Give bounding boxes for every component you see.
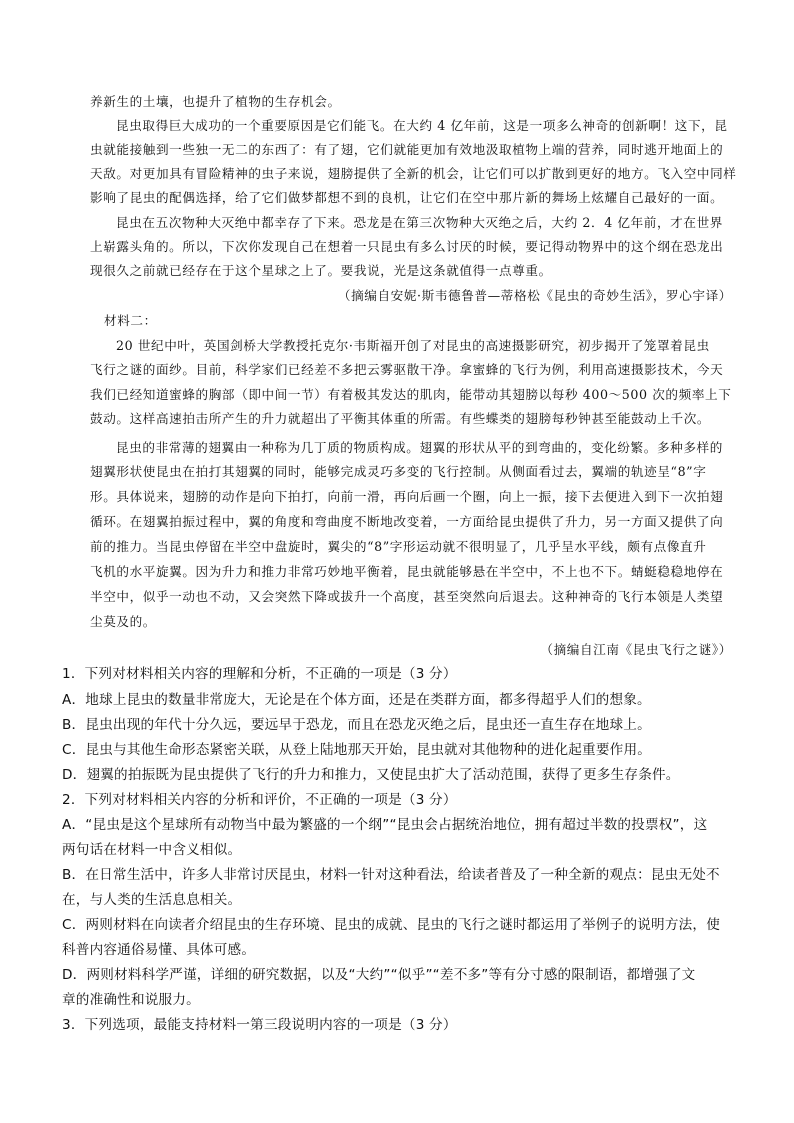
question-2-option-c[interactable]: C．两则材料在向读者介绍昆虫的生存环境、昆虫的成就、昆虫的飞行之谜时都运用了举例子的说明方法，使: [62, 917, 720, 933]
material2-line: 尘莫及的。: [90, 614, 156, 629]
material2-line: 半空中，似乎一动也不动，又会突然下降或拔升一个高度，甚至突然向后退去。这种神奇的飞行本领是人类望: [90, 589, 724, 604]
question-2-stem: 2．下列对材料相关内容的分析和评价，不正确的一项是（3 分）: [62, 792, 457, 808]
material2-line: 20 世纪中叶，英国剑桥大学教授托克尔·韦斯福开创了对昆虫的高速摄影研究，初步揭开了笼罩着昆虫: [116, 338, 710, 353]
material2-line: 前的推力。当昆虫停留在半空中盘旋时，翼尖的“8”字形运动就不很明显了，几乎呈水平线，颇有点像直升: [90, 539, 707, 554]
material1-source: （摘编自安妮·斯韦德鲁普—蒂格松《昆虫的奇妙生活》，罗心宇译）: [337, 288, 732, 303]
question-2-option-a-cont[interactable]: 两句话在材料一中含义相似。: [62, 842, 242, 858]
material1-line: 养新生的土壤，也提升了植物的生存机会。: [90, 94, 341, 109]
material2-line: 循环。在翅翼拍振过程中，翼的角度和弯曲度不断地改变着，一方面给昆虫提供了升力，另一方面又提供了向: [90, 514, 724, 529]
question-2-option-a[interactable]: A．“昆虫是这个星球所有动物当中最为繁盛的一个纲”“昆虫会占据统治地位，拥有超过半数的投票权”，这: [62, 817, 708, 833]
material2-line: 鼓动。这样高速拍击所产生的升力就超出了平衡其体重的所需。有些蝶类的翅膀每秒钟甚至能鼓动上千次。: [90, 411, 711, 426]
question-3-stem: 3．下列选项，最能支持材料一第三段说明内容的一项是（3 分）: [62, 1017, 457, 1033]
question-2-option-c-cont[interactable]: 科普内容通俗易懂、具体可感。: [62, 942, 256, 958]
question-2-option-b[interactable]: B．在日常生活中，许多人非常讨厌昆虫，材料一针对这种看法，给读者普及了一种全新的观点：昆虫无处不: [62, 867, 720, 883]
material2-line: 飞行之谜的面纱。目前，科学家们已经差不多把云雾驱散干净。拿蜜蜂的飞行为例，利用高速摄影技术，今天: [90, 362, 724, 377]
material2-line: 飞机的水平旋翼。因为升力和推力非常巧妙地平衡着，昆虫就能够悬在半空中，不上也不下。蜻蜓稳稳地停在: [90, 564, 724, 579]
material2-line: 昆虫的非常薄的翅翼由一种称为几丁质的物质构成。翅翼的形状从平的到弯曲的，变化纷繁。多种多样的: [116, 440, 723, 455]
question-2-option-d[interactable]: D．两则材料科学严谨，详细的研究数据，以及“大约”“似乎”“差不多”等有分寸感的限制语，都增强了文: [62, 967, 696, 983]
question-2-option-b-cont[interactable]: 在，与人类的生活息息相关。: [62, 892, 242, 908]
material1-line: 影响了昆虫的配偶选择，给了它们做梦都想不到的良机，让它们在空中那片新的舞场上炫耀自己最好的一面。: [90, 190, 724, 205]
material1-line: 现很久之前就已经存在于这个星球之上了。要我说，光是这条就值得一点尊重。: [90, 263, 552, 278]
material2-source: （摘编自江南《昆虫飞行之谜》）: [540, 642, 732, 657]
material2-line: 我们已经知道蜜蜂的胸部（即中间一节）有着极其发达的肌肉，能带动其翅膀以每秒 400～500 次的频率上下: [90, 387, 732, 402]
question-1-option-d[interactable]: D．翅翼的拍振既为昆虫提供了飞行的升力和推力，又使昆虫扩大了活动范围，获得了更多生存条件。: [62, 767, 680, 783]
question-1-option-a[interactable]: A．地球上昆虫的数量非常庞大，无论是在个体方面，还是在类群方面，都多得超乎人们的想象。: [62, 692, 651, 708]
question-1-stem: 1．下列对材料相关内容的理解和分析，不正确的一项是（3 分）: [62, 666, 457, 682]
material1-line: 昆虫取得巨大成功的一个重要原因是它们能飞。在大约 4 亿年前，这是一项多么神奇的创新啊！这下，昆: [116, 118, 728, 133]
material2-heading: 材料二：: [104, 313, 157, 328]
material1-line: 昆虫在五次物种大灭绝中都幸存了下来。恐龙是在第三次物种大灭绝之后，大约 2．4 亿年前，才在世界: [116, 215, 723, 230]
material1-line: 上崭露头角的。所以，下次你发现自己在想着一只昆虫有多么讨厌的时候，要记得动物界中的这个纲在恐龙出: [90, 239, 724, 254]
question-1-option-b[interactable]: B．昆虫出现的年代十分久远，要远早于恐龙，而且在恐龙灭绝之后，昆虫还一直生存在地球上。: [62, 717, 651, 733]
material1-line: 天敌。对更加具有冒险精神的虫子来说，翅膀提供了全新的机会，让它们可以扩散到更好的地方。飞入空中同样: [90, 166, 737, 181]
material2-line: 翅翼形状使昆虫在拍打其翅翼的同时，能够完成灵巧多变的飞行控制。从侧面看过去，翼端的轨迹呈“8”字: [90, 464, 707, 479]
question-1-option-c[interactable]: C．昆虫与其他生命形态紧密关联，从登上陆地那天开始，昆虫就对其他物种的进化起重要作用。: [62, 742, 652, 758]
material1-line: 虫就能接触到一些独一无二的东西了：有了翅，它们就能更加有效地汲取植物上端的营养，同时逃开地面上的: [90, 142, 724, 157]
material2-line: 形。具体说来，翅膀的动作是向下拍打，向前一滑，再向后画一个圈，向上一振，接下去便进入到下一次拍翅: [90, 489, 724, 504]
question-2-option-d-cont[interactable]: 章的准确性和说服力。: [62, 992, 200, 1008]
